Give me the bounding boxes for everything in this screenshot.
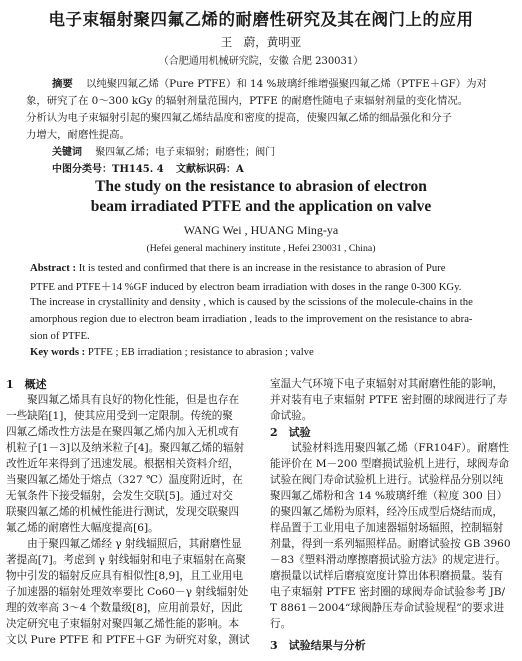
section-3-heading: 3 试验结果与分析 bbox=[270, 639, 366, 652]
chinese-affiliation: （合肥通用机械研究院，安徽 合肥 230031） bbox=[158, 56, 364, 67]
body-line: 室温大气环境下电子束辐射对其耐磨性能的影响， bbox=[270, 378, 504, 390]
abstract-line: 象，研究了在 0～300 kGy 的辐射剂量范围内，PTFE 的耐磨性随电子束辐射剂量的变化情况。 bbox=[26, 95, 469, 107]
keywords-label: 关键词 bbox=[52, 147, 82, 158]
body-line: 一些缺陷[1]，使其应用受到一定限制。传统的聚 bbox=[6, 410, 233, 422]
english-abstract-label: Abstract : bbox=[30, 262, 77, 274]
english-title-line-1: The study on the resistance to abrasion of electron bbox=[95, 178, 427, 195]
english-abstract-line: amorphous region due to electron beam irradiation , leads to the improvement on the resistance to abra- bbox=[30, 313, 473, 325]
abstract-line: 分析认为电子束辐射引起的聚四氟乙烯结晶度和密度的提高，使聚四氟乙烯的细晶强化和分子 bbox=[26, 112, 453, 124]
keywords-text: 聚四氟乙烯；电子束辐射；耐磨性；阀门 bbox=[95, 147, 276, 158]
english-keywords-label: Key words : bbox=[30, 346, 86, 358]
body-line: 联聚四氟乙烯的机械性能进行测试，发现交联聚四 bbox=[6, 506, 240, 518]
body-line: 机粒子[1－3]以及纳米粒子[4]。聚四氟乙烯的辐射 bbox=[6, 442, 245, 454]
chinese-abstract bbox=[26, 76, 498, 146]
body-line: 试验在阀门寿命试验机上进行。试验样品分别以纯 bbox=[270, 474, 504, 486]
body-line: 磨损量以试样后磨痕宽度计算出体积磨损量。装有 bbox=[270, 570, 504, 582]
english-abstract-line-1: Abstract : It is tested and confirmed that there is an increase in the resistance to abrasion of Pure bbox=[30, 262, 446, 274]
document-code: 文献标识码：A bbox=[176, 164, 244, 175]
body-line: 改性近年来得到了迅速发展。根据相关资料介绍， bbox=[6, 458, 240, 470]
body-line: 命试验。 bbox=[270, 410, 313, 422]
english-abstract-line: The increase in crystallinity and density , which is caused by the scissions of the molecule-chains in the bbox=[30, 296, 473, 308]
english-abstract-line: sion of PTFE. bbox=[30, 330, 90, 342]
body-line: 的聚四氟乙烯粉为原料，经冷压成型后烧结而成， bbox=[270, 506, 504, 518]
body-line: －83《塑料滑动摩擦磨损试验方法》的规定进行。 bbox=[270, 554, 506, 566]
body-line: 行。 bbox=[270, 618, 292, 630]
body-line: 氟乙烯的耐磨性大幅度提高[6]。 bbox=[6, 522, 159, 534]
body-line: 聚四氟乙烯粉和含 14 %玻璃纤维（粒度 300 目） bbox=[270, 490, 508, 502]
body-line: 聚四氟乙烯具有良好的物化性能，但是也存在 bbox=[6, 394, 240, 406]
body-line: 试验材料选用聚四氟乙烯（FR104F）。耐磨性 bbox=[270, 442, 509, 454]
section-1-heading: 1 概述 bbox=[6, 378, 47, 391]
abstract-line: 以纯聚四氟乙烯（Pure PTFE）和 14 %玻璃纤维增强聚四氟乙烯（PTFE＋GF）为对 bbox=[86, 78, 487, 90]
body-line: 并对装有电子束辐射 PTFE 密封圈的球阀进行了寿 bbox=[270, 394, 508, 406]
body-line: 样品置于工业用电子加速器辐射场辐照，控制辐射 bbox=[270, 522, 504, 534]
chinese-title: 电子束辐射聚四氟乙烯的耐磨性研究及其在阀门上的应用 bbox=[48, 10, 474, 29]
body-line: 能评价在 M－200 型磨损试验机上进行，球阀寿命 bbox=[270, 458, 510, 470]
english-keywords: Key words : PTFE ; EB irradiation ; resistance to abrasion ; valve bbox=[30, 346, 314, 358]
body-line: 文以 Pure PTFE 和 PTFE＋GF 为研究对象，测试 bbox=[6, 634, 250, 646]
body-line: 物中引发的辐射反应具有相似性[8,9]，且工业用电 bbox=[6, 570, 243, 582]
english-title-line-2: beam irradiated PTFE and the application on valve bbox=[90, 198, 432, 215]
body-line: 理的效率高 3～4 个数量级[8]，应用前景好，因此 bbox=[6, 602, 243, 614]
chinese-keywords bbox=[52, 143, 275, 158]
body-line: 决定研究电子束辐射对聚四氟乙烯性能的影响。本 bbox=[6, 618, 240, 630]
body-line: 子加速器的辐射处理效率要比 Co60－γ 射线辐射处 bbox=[6, 586, 249, 598]
chinese-authors: 王 蔚，黄明亚 bbox=[220, 35, 302, 49]
body-line: 四氟乙烯改性方法是在聚四氟乙烯内加入无机或有 bbox=[6, 426, 240, 438]
body-line: 由于聚四氟乙烯经 γ 射线辐照后，其耐磨性显 bbox=[6, 538, 242, 550]
body-line: 电子束辐射 PTFE 密封圈的球阀寿命试验参考 JB/ bbox=[270, 586, 506, 598]
body-line: 无氧条件下接受辐射，会发生交联[5]。通过对交 bbox=[6, 490, 233, 502]
abstract-label: 摘要 bbox=[52, 78, 73, 90]
english-affiliation: (Hefei general machinery institute , Hefei 230031 , China) bbox=[146, 243, 376, 254]
body-line: 当聚四氟乙烯处于熔点（327 ℃）温度附近时，在 bbox=[6, 474, 243, 486]
classification-number: 中图分类号：TH145. 4 bbox=[52, 164, 164, 175]
body-line: 著提高[7]。考虑到 γ 射线辐射和电子束辐射在高聚 bbox=[6, 554, 246, 566]
body-line: 剂量，得到一系列辐照样品。耐磨试验按 GB 3960 bbox=[270, 538, 511, 550]
abstract-line: 力增大，耐磨性提高。 bbox=[26, 129, 130, 141]
body-line: T 8861－2004“球阀静压寿命试验规程”的要求进 bbox=[270, 602, 505, 614]
section-2-heading: 2 试验 bbox=[270, 426, 311, 439]
english-authors: WANG Wei , HUANG Ming-ya bbox=[183, 223, 339, 237]
english-abstract-line: PTFE and PTFE＋14 %GF induced by electron beam irradiation with doses in the range 0-300 KGy. bbox=[30, 281, 462, 293]
